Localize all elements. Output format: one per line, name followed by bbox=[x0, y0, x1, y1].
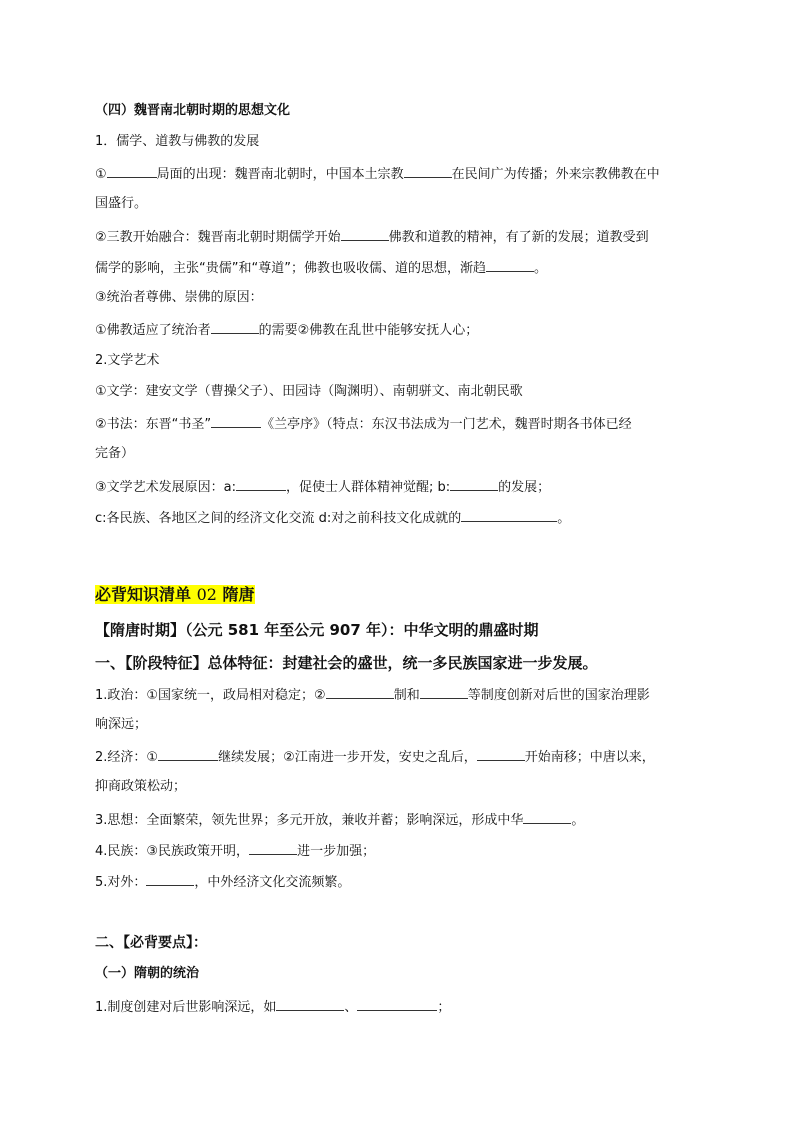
paragraph: ① 局面的出现：魏晋南北朝时，中国本土宗教 在民间广为传播；外来宗教佛教在中 bbox=[95, 164, 660, 184]
period-title: 【隋唐时期】（公元 581 年至公元 907 年）：中华文明的鼎盛时期 bbox=[95, 621, 539, 639]
paragraph: 完备） bbox=[95, 446, 135, 461]
fill-blank[interactable] bbox=[236, 477, 286, 491]
paragraph: ③统治者尊佛、崇佛的原因： bbox=[95, 290, 263, 305]
paragraph: 国盛行。 bbox=[95, 196, 148, 211]
paragraph: 1.制度创建对后世影响深远，如 、 ； bbox=[95, 997, 450, 1017]
paragraph: 2.文学艺术 bbox=[95, 353, 160, 368]
paragraph: ②三教开始融合：魏晋南北朝时期儒学开始 佛教和道教的精神，有了新的发展；道教受到 bbox=[95, 227, 649, 247]
fill-blank[interactable] bbox=[420, 685, 468, 699]
section-title-4: （四）魏晋南北朝时期的思想文化 bbox=[95, 103, 291, 118]
stage-feature: 一、【阶段特征】总体特征：封建社会的盛世，统一多民族国家进一步发展。 bbox=[95, 654, 598, 672]
key-points-heading: 二、【必背要点】： bbox=[95, 935, 207, 951]
fill-blank[interactable] bbox=[158, 747, 218, 761]
paragraph: ①佛教适应了统治者 的需要②佛教在乱世中能够安抚人心； bbox=[95, 320, 478, 340]
paragraph: 响深远； bbox=[95, 717, 148, 732]
paragraph: c:各民族、各地区之间的经济文化交流 d:对之前科技文化成就的 。 bbox=[95, 508, 570, 528]
fill-blank[interactable] bbox=[326, 685, 394, 699]
fill-blank[interactable] bbox=[211, 320, 259, 334]
paragraph: 1.政治：①国家统一，政局相对稳定；② 制和 等制度创新对后世的国家治理影 bbox=[95, 685, 650, 705]
paragraph: 5.对外： ，中外经济文化交流频繁。 bbox=[95, 872, 350, 892]
paragraph: ③文学艺术发展原因：a: ，促使士人群体精神觉醒; b: 的发展； bbox=[95, 477, 550, 497]
fill-blank[interactable] bbox=[341, 227, 389, 241]
fill-blank[interactable] bbox=[276, 997, 344, 1011]
fill-blank[interactable] bbox=[146, 872, 194, 886]
fill-blank[interactable] bbox=[107, 164, 157, 178]
section-heading: 必背知识清单 02 隋唐 bbox=[95, 585, 255, 604]
paragraph: ②书法：东晋“书圣” 《兰亭序》（特点：东汉书法成为一门艺术，魏晋时期各书体已经 bbox=[95, 414, 632, 434]
subsection-title: （一）隋朝的统治 bbox=[95, 966, 200, 981]
fill-blank[interactable] bbox=[211, 414, 261, 428]
fill-blank[interactable] bbox=[404, 164, 452, 178]
paragraph: 2.经济：① 继续发展；②江南进一步开发，安史之乱后， 开始南移；中唐以来， bbox=[95, 747, 655, 767]
paragraph: 1．儒学、道教与佛教的发展 bbox=[95, 134, 260, 149]
paragraph: 4.民族：③民族政策开明， 进一步加强； bbox=[95, 841, 375, 861]
paragraph: 儒学的影响，主张“贵儒”和“尊道”；佛教也吸收儒、道的思想，渐趋 。 bbox=[95, 258, 547, 278]
fill-blank[interactable] bbox=[523, 810, 571, 824]
paragraph: 抑商政策松动； bbox=[95, 779, 187, 794]
fill-blank[interactable] bbox=[249, 841, 297, 855]
fill-blank[interactable] bbox=[461, 508, 557, 522]
fill-blank[interactable] bbox=[477, 747, 525, 761]
paragraph: ①文学：建安文学（曹操父子）、田园诗（陶渊明）、南朝骈文、南北朝民歌 bbox=[95, 384, 523, 399]
fill-blank[interactable] bbox=[450, 477, 498, 491]
paragraph: 3.思想：全面繁荣，领先世界；多元开放，兼收并蓄；影响深远，形成中华 。 bbox=[95, 810, 584, 830]
fill-blank[interactable] bbox=[357, 997, 437, 1011]
fill-blank[interactable] bbox=[486, 258, 534, 272]
